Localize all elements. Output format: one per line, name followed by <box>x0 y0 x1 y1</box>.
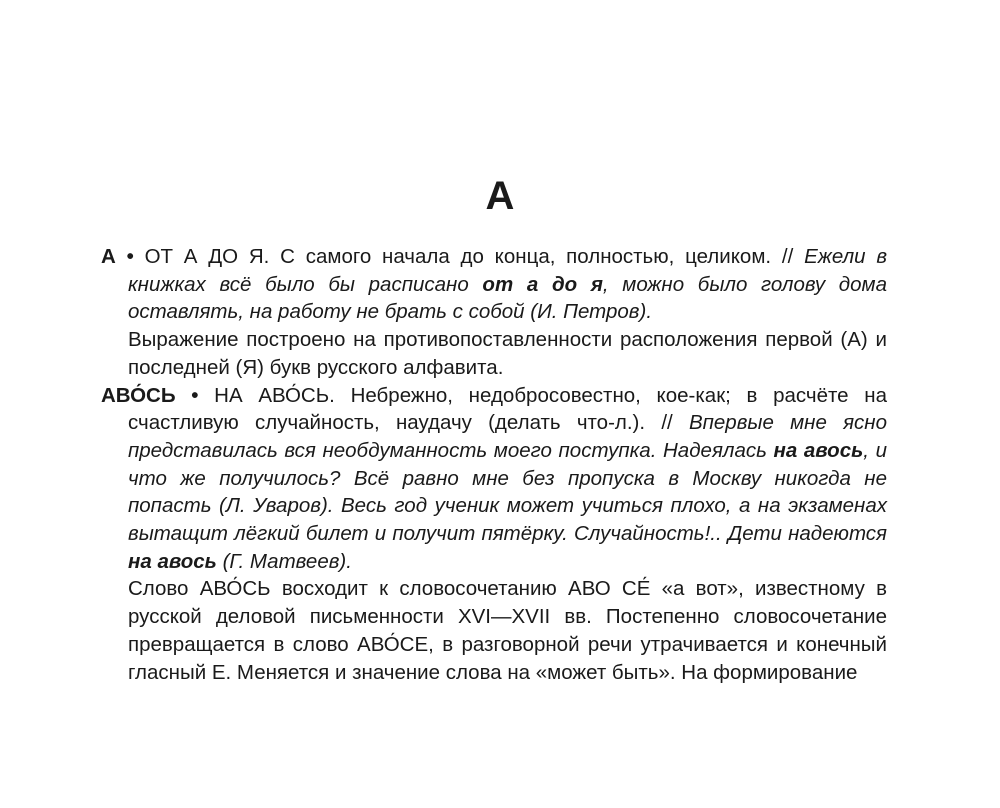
example-separator: // <box>661 411 673 435</box>
dictionary-entry-a <box>101 243 887 382</box>
dictionary-content <box>101 243 887 686</box>
entry-headword: А <box>101 245 116 268</box>
dictionary-entry-avos <box>101 382 887 687</box>
entry-main-paragraph <box>101 243 887 326</box>
section-letter-heading: А <box>485 174 515 218</box>
entry-headword: АВО́СЬ <box>101 383 176 407</box>
example-highlight: на авось <box>773 438 864 462</box>
usage-example: Впервые мне ясно представилась вся необдуманность моего поступка. Надеялась на авось, и что же получилось? Всё равно мне без пропуска в Москву никогда не попасть (Л. Уваров). Весь год ученик может учиться плохо, а на экзаменах вытащит лёгкий билет и получит пятёрку. Случайность!.. Дети надеются на авось (Г. Матвеев). <box>128 411 887 573</box>
entry-phrase: НА АВО́СЬ. <box>214 383 335 407</box>
entry-phrase: ОТ А ДО Я. <box>144 245 270 268</box>
bullet-separator: • <box>126 245 134 268</box>
example-highlight: от а до я <box>482 272 603 296</box>
etymology-note: Выражение построено на противопоставленности расположения первой (А) и последней (Я) букв русского алфавита. <box>128 328 887 379</box>
etymology-note: Слово АВО́СЬ восходит к словосочетанию АВО СЕ́ «а вот», известному в русской деловой письменности XVI—XVII вв. Постепенно словосочетание превращается в слово АВО́СЕ, в разговорной речи утрачивается и конечный гласный Е. Меняется и значение слова на «может быть». На формирование <box>128 577 887 684</box>
entry-definition: С самого начала до конца, полностью, целиком. <box>280 245 772 268</box>
entry-main-paragraph <box>101 382 887 576</box>
example-highlight: на авось <box>128 549 217 573</box>
bullet-separator: • <box>191 383 199 407</box>
example-separator: // <box>781 245 794 268</box>
usage-example: Ежели в книжках всё было бы расписано от а до я, можно было голову дома оставлять, на работу не брать с собой (И. Петров). <box>128 245 888 324</box>
entry-definition: Небрежно, недобросовестно, кое-как; в расчёте на счастливую случайность, наудачу (делать что-л.). <box>128 383 887 435</box>
